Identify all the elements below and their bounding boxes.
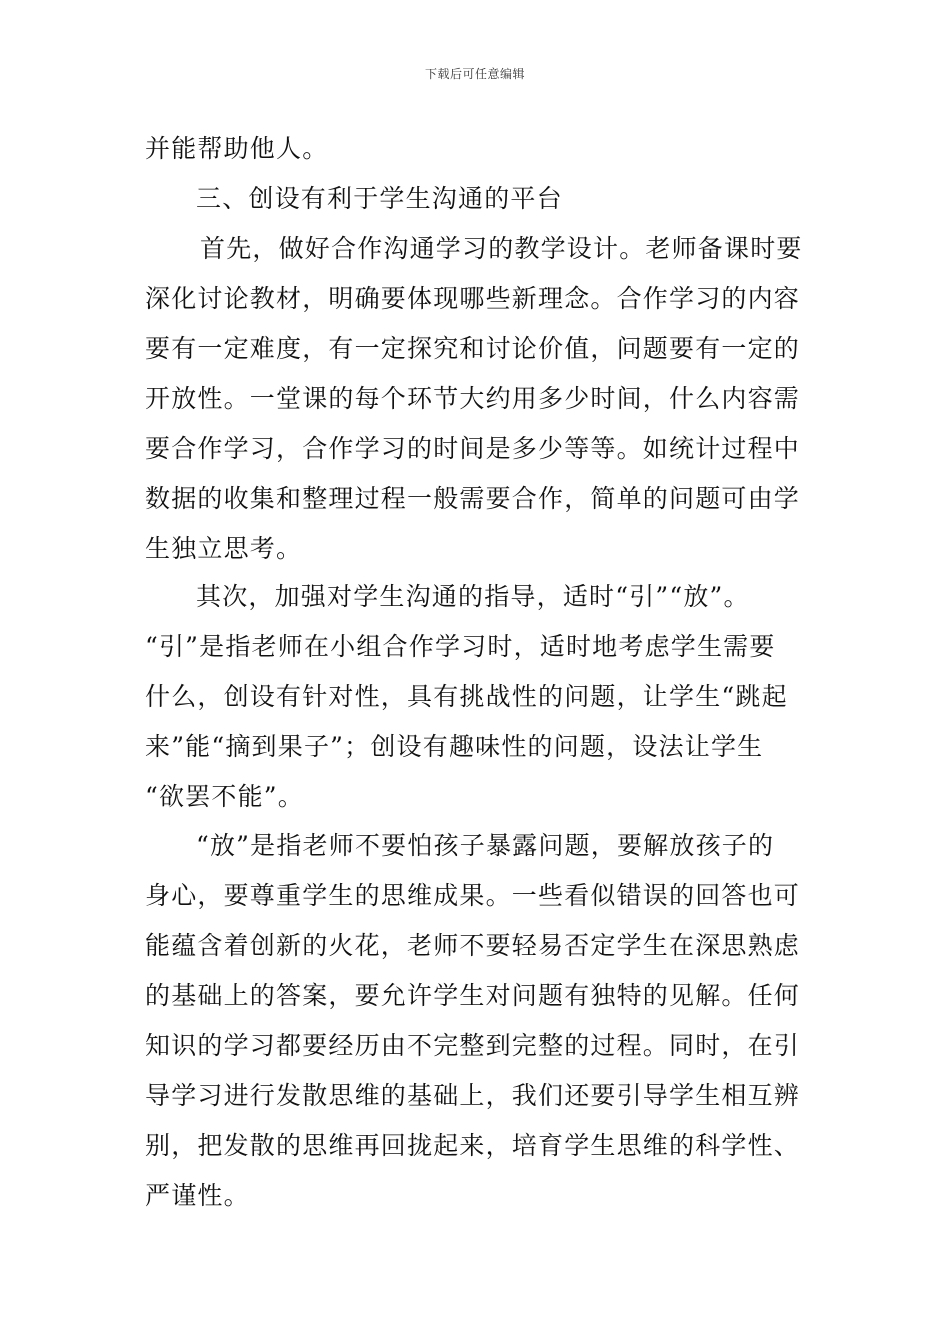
- text-line: 来”能“摘到果子”；创设有趣味性的问题，设法让学生: [145, 732, 764, 761]
- text-line: 能蕴含着创新的火花，老师不要轻易否定学生在深思熟虑: [145, 931, 801, 960]
- text-line: 首先，做好合作沟通学习的教学设计。老师备课时要: [200, 234, 803, 263]
- text-line: 深化讨论教材，明确要体现哪些新理念。合作学习的内容: [145, 284, 801, 313]
- text-line: 要合作学习，合作学习的时间是多少等等。如统计过程中: [145, 434, 801, 463]
- text-line: 并能帮助他人。: [145, 134, 329, 163]
- text-line: “引”是指老师在小组合作学习时，适时地考虑学生需要: [145, 632, 776, 661]
- page-header-note: 下载后可任意编辑: [424, 67, 525, 81]
- text-line: 什么，创设有针对性，具有挑战性的问题，让学生“跳起: [145, 682, 788, 711]
- text-line: “欲罢不能”。: [145, 782, 304, 811]
- text-line: 要有一定难度，有一定探究和讨论价值，问题要有一定的: [145, 334, 801, 363]
- text-line: 其次，加强对学生沟通的指导，适时“引”“放”。: [196, 582, 750, 611]
- text-line: 导学习进行发散思维的基础上，我们还要引导学生相互辨: [145, 1081, 801, 1110]
- text-line: 数据的收集和整理过程一般需要合作，简单的问题可由学: [145, 484, 801, 513]
- text-line: 别，把发散的思维再回拢起来，培育学生思维的科学性、: [145, 1131, 801, 1160]
- text-line: 知识的学习都要经历由不完整到完整的过程。同时，在引: [145, 1031, 801, 1060]
- text-line: 生独立思考。: [145, 534, 303, 563]
- text-line: 的基础上的答案，要允许学生对问题有独特的见解。任何: [145, 981, 801, 1010]
- section-heading: 三、创设有利于学生沟通的平台: [196, 184, 563, 213]
- text-line: 开放性。一堂课的每个环节大约用多少时间，什么内容需: [145, 384, 801, 413]
- text-line: “放”是指老师不要怕孩子暴露问题，要解放孩子的: [196, 831, 775, 860]
- text-line: 身心，要尊重学生的思维成果。一些看似错误的回答也可: [145, 881, 801, 910]
- text-line: 严谨性。: [145, 1181, 250, 1210]
